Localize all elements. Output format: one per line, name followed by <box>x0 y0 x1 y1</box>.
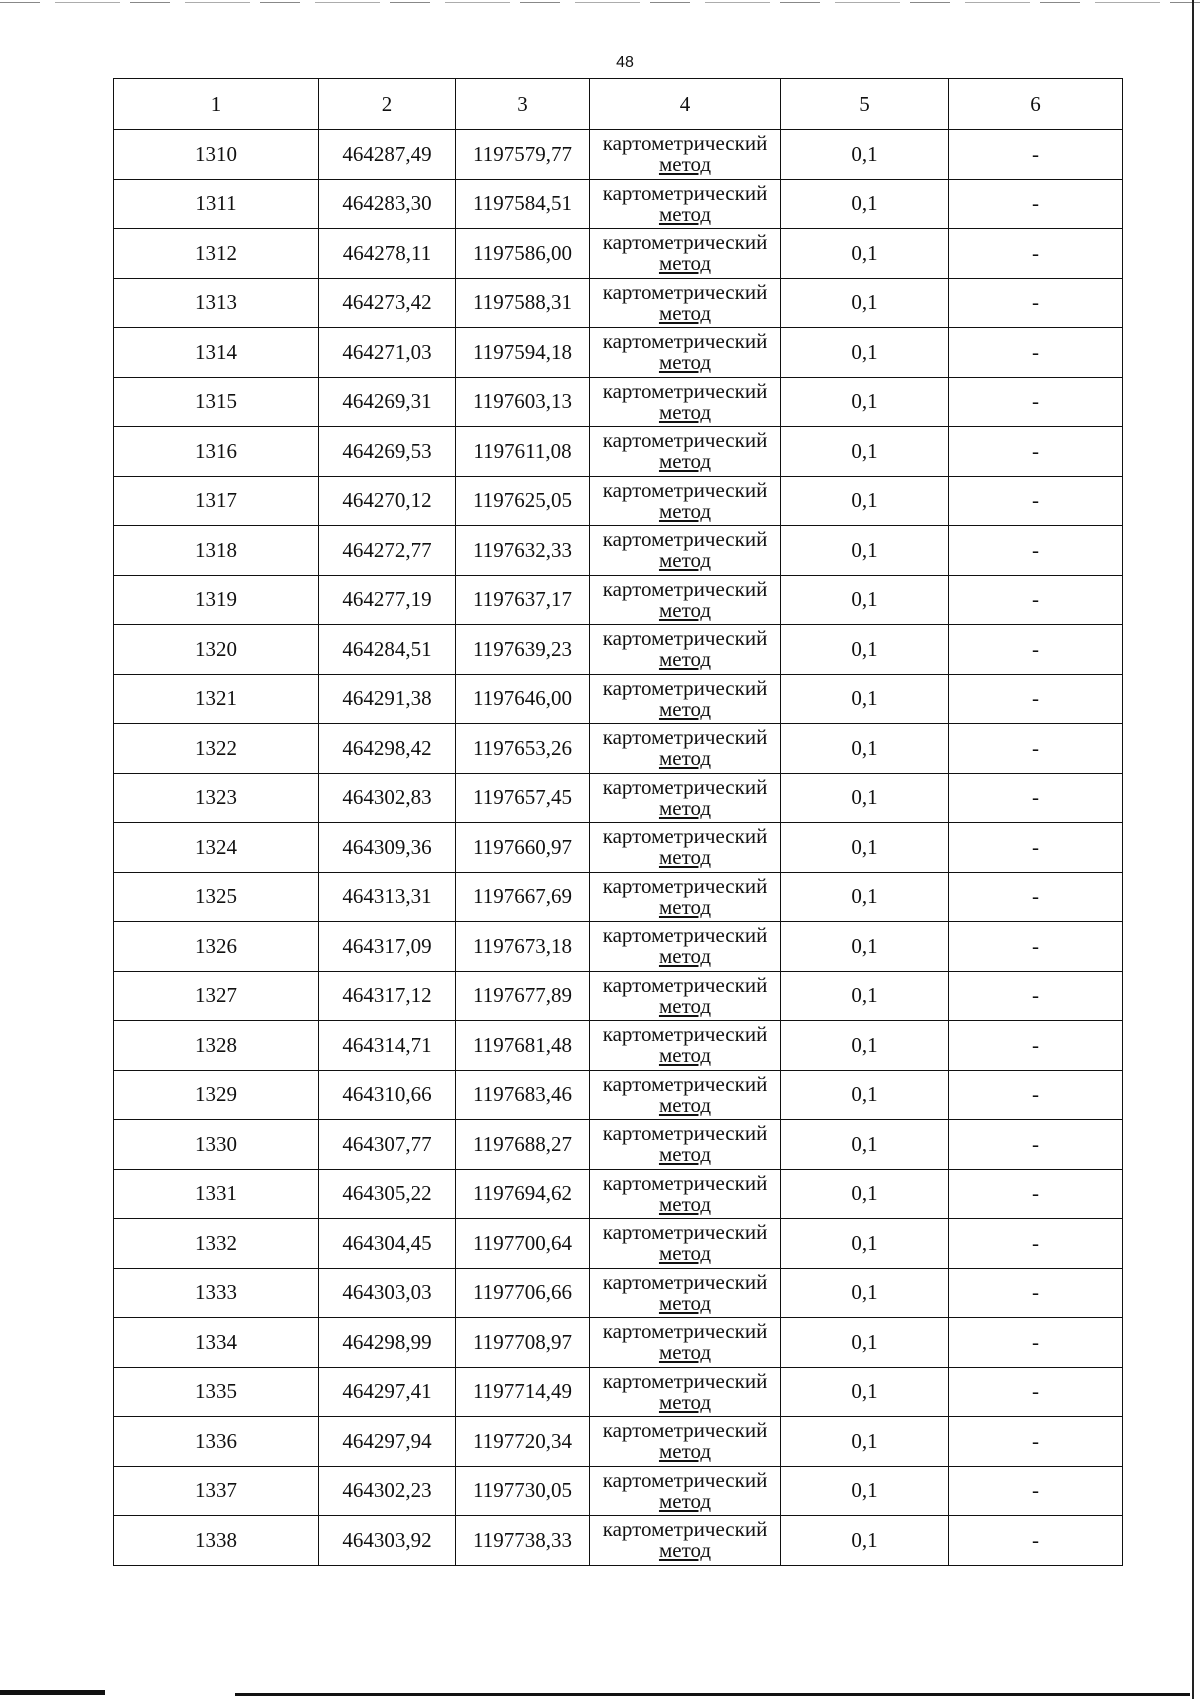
method-cell <box>590 130 781 180</box>
x-coordinate-cell: 464297,94 <box>319 1417 456 1467</box>
method-line-2: метод <box>658 1043 712 1068</box>
point-number-cell: 1313 <box>114 278 319 328</box>
method-cell <box>590 427 781 477</box>
method-cell <box>590 575 781 625</box>
x-coordinate-cell: 464269,31 <box>319 377 456 427</box>
point-number-cell: 1326 <box>114 922 319 972</box>
note-cell: - <box>949 1367 1123 1417</box>
table-header <box>114 79 1123 130</box>
x-coordinate-cell: 464304,45 <box>319 1219 456 1269</box>
point-number-cell: 1322 <box>114 724 319 774</box>
y-coordinate-cell: 1197720,34 <box>456 1417 590 1467</box>
point-number-cell: 1334 <box>114 1318 319 1368</box>
x-coordinate-cell: 464283,30 <box>319 179 456 229</box>
accuracy-cell: 0,1 <box>781 625 949 675</box>
scan-artifact-bottom-left <box>0 1690 105 1695</box>
method-line-1: картометрический <box>602 626 768 651</box>
note-cell: - <box>949 1268 1123 1318</box>
method-line-1: картометрический <box>602 428 768 453</box>
y-coordinate-cell: 1197730,05 <box>456 1466 590 1516</box>
method-line-2: метод <box>658 350 712 375</box>
point-number-cell: 1332 <box>114 1219 319 1269</box>
point-number-cell: 1324 <box>114 823 319 873</box>
y-coordinate-cell: 1197714,49 <box>456 1367 590 1417</box>
x-coordinate-cell: 464313,31 <box>319 872 456 922</box>
point-number-cell: 1315 <box>114 377 319 427</box>
note-cell: - <box>949 575 1123 625</box>
accuracy-cell: 0,1 <box>781 328 949 378</box>
method-line-2: метод <box>658 1290 712 1315</box>
y-coordinate-cell: 1197579,77 <box>456 130 590 180</box>
table-row <box>114 427 1123 477</box>
y-coordinate-cell: 1197683,46 <box>456 1070 590 1120</box>
method-line-1: картометрический <box>602 1071 768 1096</box>
x-coordinate-cell: 464271,03 <box>319 328 456 378</box>
method-line-2: метод <box>658 795 712 820</box>
coordinates-table <box>113 78 1123 1566</box>
method-line-2: метод <box>658 300 712 325</box>
method-cell <box>590 971 781 1021</box>
y-coordinate-cell: 1197694,62 <box>456 1169 590 1219</box>
x-coordinate-cell: 464284,51 <box>319 625 456 675</box>
x-coordinate-cell: 464277,19 <box>319 575 456 625</box>
accuracy-cell: 0,1 <box>781 1466 949 1516</box>
note-cell: - <box>949 724 1123 774</box>
method-cell <box>590 1219 781 1269</box>
y-coordinate-cell: 1197594,18 <box>456 328 590 378</box>
note-cell: - <box>949 377 1123 427</box>
y-coordinate-cell: 1197639,23 <box>456 625 590 675</box>
method-line-2: метод <box>658 548 712 573</box>
column-header-1: 1 <box>114 79 319 130</box>
point-number-cell: 1321 <box>114 674 319 724</box>
accuracy-cell: 0,1 <box>781 872 949 922</box>
method-line-1: картометрический <box>602 180 768 205</box>
y-coordinate-cell: 1197632,33 <box>456 526 590 576</box>
note-cell: - <box>949 1318 1123 1368</box>
method-cell <box>590 674 781 724</box>
accuracy-cell: 0,1 <box>781 130 949 180</box>
table-row <box>114 575 1123 625</box>
method-line-2: метод <box>658 1389 712 1414</box>
point-number-cell: 1333 <box>114 1268 319 1318</box>
method-line-2: метод <box>658 746 712 771</box>
table-row <box>114 229 1123 279</box>
point-number-cell: 1310 <box>114 130 319 180</box>
y-coordinate-cell: 1197653,26 <box>456 724 590 774</box>
method-line-1: картометрический <box>602 873 768 898</box>
x-coordinate-cell: 464317,09 <box>319 922 456 972</box>
x-coordinate-cell: 464287,49 <box>319 130 456 180</box>
method-line-2: метод <box>658 1340 712 1365</box>
accuracy-cell: 0,1 <box>781 674 949 724</box>
table-row <box>114 1367 1123 1417</box>
point-number-cell: 1314 <box>114 328 319 378</box>
y-coordinate-cell: 1197657,45 <box>456 773 590 823</box>
method-line-1: картометрический <box>602 923 768 948</box>
y-coordinate-cell: 1197708,97 <box>456 1318 590 1368</box>
point-number-cell: 1330 <box>114 1120 319 1170</box>
table-row <box>114 1021 1123 1071</box>
note-cell: - <box>949 1120 1123 1170</box>
x-coordinate-cell: 464291,38 <box>319 674 456 724</box>
table-row <box>114 179 1123 229</box>
point-number-cell: 1336 <box>114 1417 319 1467</box>
method-cell <box>590 179 781 229</box>
accuracy-cell: 0,1 <box>781 1318 949 1368</box>
method-cell <box>590 476 781 526</box>
y-coordinate-cell: 1197667,69 <box>456 872 590 922</box>
x-coordinate-cell: 464272,77 <box>319 526 456 576</box>
table-row <box>114 278 1123 328</box>
accuracy-cell: 0,1 <box>781 427 949 477</box>
accuracy-cell: 0,1 <box>781 1169 949 1219</box>
accuracy-cell: 0,1 <box>781 1417 949 1467</box>
method-cell <box>590 1268 781 1318</box>
method-line-1: картометрический <box>602 1022 768 1047</box>
method-line-1: картометрический <box>602 1368 768 1393</box>
y-coordinate-cell: 1197688,27 <box>456 1120 590 1170</box>
note-cell: - <box>949 823 1123 873</box>
table-row <box>114 1417 1123 1467</box>
accuracy-cell: 0,1 <box>781 1070 949 1120</box>
method-cell <box>590 773 781 823</box>
method-line-1: картометрический <box>602 972 768 997</box>
table-row <box>114 130 1123 180</box>
accuracy-cell: 0,1 <box>781 526 949 576</box>
x-coordinate-cell: 464302,83 <box>319 773 456 823</box>
method-line-1: картометрический <box>602 576 768 601</box>
y-coordinate-cell: 1197586,00 <box>456 229 590 279</box>
accuracy-cell: 0,1 <box>781 922 949 972</box>
note-cell: - <box>949 625 1123 675</box>
y-coordinate-cell: 1197673,18 <box>456 922 590 972</box>
note-cell: - <box>949 427 1123 477</box>
y-coordinate-cell: 1197700,64 <box>456 1219 590 1269</box>
table-row <box>114 476 1123 526</box>
method-line-2: метод <box>658 449 712 474</box>
y-coordinate-cell: 1197584,51 <box>456 179 590 229</box>
note-cell: - <box>949 229 1123 279</box>
point-number-cell: 1312 <box>114 229 319 279</box>
x-coordinate-cell: 464307,77 <box>319 1120 456 1170</box>
note-cell: - <box>949 1219 1123 1269</box>
column-header-5: 5 <box>781 79 949 130</box>
method-cell <box>590 1169 781 1219</box>
table-row <box>114 1268 1123 1318</box>
method-cell <box>590 328 781 378</box>
method-cell <box>590 278 781 328</box>
x-coordinate-cell: 464309,36 <box>319 823 456 873</box>
y-coordinate-cell: 1197681,48 <box>456 1021 590 1071</box>
method-line-2: метод <box>658 201 712 226</box>
y-coordinate-cell: 1197625,05 <box>456 476 590 526</box>
point-number-cell: 1335 <box>114 1367 319 1417</box>
method-line-2: метод <box>658 944 712 969</box>
table-row <box>114 526 1123 576</box>
method-line-1: картометрический <box>602 1121 768 1146</box>
table-row <box>114 773 1123 823</box>
accuracy-cell: 0,1 <box>781 476 949 526</box>
method-line-2: метод <box>658 993 712 1018</box>
accuracy-cell: 0,1 <box>781 575 949 625</box>
scan-artifact-right-edge <box>1192 0 1194 1699</box>
x-coordinate-cell: 464303,92 <box>319 1516 456 1566</box>
column-header-4: 4 <box>590 79 781 130</box>
y-coordinate-cell: 1197660,97 <box>456 823 590 873</box>
scan-artifact-bottom-right <box>235 1693 1190 1696</box>
method-line-2: метод <box>658 1241 712 1266</box>
note-cell: - <box>949 1070 1123 1120</box>
method-line-2: метод <box>658 399 712 424</box>
note-cell: - <box>949 476 1123 526</box>
note-cell: - <box>949 1417 1123 1467</box>
method-cell <box>590 229 781 279</box>
x-coordinate-cell: 464273,42 <box>319 278 456 328</box>
note-cell: - <box>949 872 1123 922</box>
note-cell: - <box>949 179 1123 229</box>
column-header-6: 6 <box>949 79 1123 130</box>
note-cell: - <box>949 674 1123 724</box>
x-coordinate-cell: 464269,53 <box>319 427 456 477</box>
accuracy-cell: 0,1 <box>781 377 949 427</box>
x-coordinate-cell: 464298,42 <box>319 724 456 774</box>
accuracy-cell: 0,1 <box>781 1120 949 1170</box>
accuracy-cell: 0,1 <box>781 229 949 279</box>
method-line-2: метод <box>658 1092 712 1117</box>
table-row <box>114 872 1123 922</box>
x-coordinate-cell: 464310,66 <box>319 1070 456 1120</box>
point-number-cell: 1331 <box>114 1169 319 1219</box>
point-number-cell: 1327 <box>114 971 319 1021</box>
method-line-1: картометрический <box>602 527 768 552</box>
y-coordinate-cell: 1197738,33 <box>456 1516 590 1566</box>
accuracy-cell: 0,1 <box>781 278 949 328</box>
method-line-1: картометрический <box>602 1418 768 1443</box>
method-cell <box>590 1120 781 1170</box>
method-line-2: метод <box>658 1488 712 1513</box>
method-line-1: картометрический <box>602 1170 768 1195</box>
accuracy-cell: 0,1 <box>781 1219 949 1269</box>
x-coordinate-cell: 464314,71 <box>319 1021 456 1071</box>
method-line-1: картометрический <box>602 131 768 156</box>
note-cell: - <box>949 922 1123 972</box>
method-line-1: картометрический <box>602 774 768 799</box>
accuracy-cell: 0,1 <box>781 724 949 774</box>
note-cell: - <box>949 130 1123 180</box>
note-cell: - <box>949 278 1123 328</box>
note-cell: - <box>949 971 1123 1021</box>
x-coordinate-cell: 464305,22 <box>319 1169 456 1219</box>
method-cell <box>590 724 781 774</box>
point-number-cell: 1329 <box>114 1070 319 1120</box>
note-cell: - <box>949 1021 1123 1071</box>
table-row <box>114 377 1123 427</box>
method-line-2: метод <box>658 597 712 622</box>
note-cell: - <box>949 526 1123 576</box>
x-coordinate-cell: 464303,03 <box>319 1268 456 1318</box>
note-cell: - <box>949 1516 1123 1566</box>
method-line-2: метод <box>658 894 712 919</box>
method-cell <box>590 1466 781 1516</box>
point-number-cell: 1325 <box>114 872 319 922</box>
method-line-2: метод <box>658 152 712 177</box>
method-line-1: картометрический <box>602 1467 768 1492</box>
table-row <box>114 328 1123 378</box>
point-number-cell: 1319 <box>114 575 319 625</box>
table-row <box>114 971 1123 1021</box>
y-coordinate-cell: 1197611,08 <box>456 427 590 477</box>
point-number-cell: 1316 <box>114 427 319 477</box>
method-line-1: картометрический <box>602 1517 768 1542</box>
method-line-1: картометрический <box>602 378 768 403</box>
method-line-1: картометрический <box>602 477 768 502</box>
point-number-cell: 1318 <box>114 526 319 576</box>
x-coordinate-cell: 464278,11 <box>319 229 456 279</box>
method-line-2: метод <box>658 251 712 276</box>
method-cell <box>590 377 781 427</box>
table-row <box>114 674 1123 724</box>
point-number-cell: 1317 <box>114 476 319 526</box>
accuracy-cell: 0,1 <box>781 1367 949 1417</box>
accuracy-cell: 0,1 <box>781 823 949 873</box>
method-line-2: метод <box>658 498 712 523</box>
point-number-cell: 1328 <box>114 1021 319 1071</box>
point-number-cell: 1337 <box>114 1466 319 1516</box>
x-coordinate-cell: 464298,99 <box>319 1318 456 1368</box>
table-row <box>114 1318 1123 1368</box>
method-line-1: картометрический <box>602 675 768 700</box>
method-line-2: метод <box>658 1191 712 1216</box>
note-cell: - <box>949 1466 1123 1516</box>
method-cell <box>590 922 781 972</box>
method-line-2: метод <box>658 1538 712 1563</box>
header-row <box>114 79 1123 130</box>
point-number-cell: 1338 <box>114 1516 319 1566</box>
y-coordinate-cell: 1197603,13 <box>456 377 590 427</box>
table-row <box>114 1219 1123 1269</box>
x-coordinate-cell: 464317,12 <box>319 971 456 1021</box>
method-cell <box>590 1367 781 1417</box>
point-number-cell: 1311 <box>114 179 319 229</box>
method-line-1: картометрический <box>602 725 768 750</box>
y-coordinate-cell: 1197646,00 <box>456 674 590 724</box>
accuracy-cell: 0,1 <box>781 1021 949 1071</box>
method-line-2: метод <box>658 1142 712 1167</box>
method-line-2: метод <box>658 1439 712 1464</box>
method-cell <box>590 1021 781 1071</box>
method-cell <box>590 1318 781 1368</box>
method-line-1: картометрический <box>602 824 768 849</box>
table-row <box>114 823 1123 873</box>
method-line-1: картометрический <box>602 1220 768 1245</box>
method-line-1: картометрический <box>602 279 768 304</box>
x-coordinate-cell: 464297,41 <box>319 1367 456 1417</box>
method-line-1: картометрический <box>602 329 768 354</box>
method-line-1: картометрический <box>602 1319 768 1344</box>
table-row <box>114 1120 1123 1170</box>
y-coordinate-cell: 1197637,17 <box>456 575 590 625</box>
note-cell: - <box>949 773 1123 823</box>
y-coordinate-cell: 1197706,66 <box>456 1268 590 1318</box>
x-coordinate-cell: 464270,12 <box>319 476 456 526</box>
method-cell <box>590 1516 781 1566</box>
table-row <box>114 1169 1123 1219</box>
accuracy-cell: 0,1 <box>781 1268 949 1318</box>
table-row <box>114 1516 1123 1566</box>
method-line-1: картометрический <box>602 230 768 255</box>
method-cell <box>590 872 781 922</box>
accuracy-cell: 0,1 <box>781 179 949 229</box>
column-header-2: 2 <box>319 79 456 130</box>
accuracy-cell: 0,1 <box>781 1516 949 1566</box>
scan-artifact-top <box>0 2 1200 3</box>
method-cell <box>590 1417 781 1467</box>
method-cell <box>590 625 781 675</box>
accuracy-cell: 0,1 <box>781 971 949 1021</box>
table-row <box>114 1070 1123 1120</box>
method-cell <box>590 1070 781 1120</box>
y-coordinate-cell: 1197677,89 <box>456 971 590 1021</box>
method-line-2: метод <box>658 647 712 672</box>
column-header-3: 3 <box>456 79 590 130</box>
point-number-cell: 1320 <box>114 625 319 675</box>
table-row <box>114 724 1123 774</box>
note-cell: - <box>949 1169 1123 1219</box>
x-coordinate-cell: 464302,23 <box>319 1466 456 1516</box>
table-row <box>114 1466 1123 1516</box>
method-line-2: метод <box>658 696 712 721</box>
y-coordinate-cell: 1197588,31 <box>456 278 590 328</box>
point-number-cell: 1323 <box>114 773 319 823</box>
accuracy-cell: 0,1 <box>781 773 949 823</box>
table-body <box>114 130 1123 1566</box>
page-number: 48 <box>616 54 634 71</box>
note-cell: - <box>949 328 1123 378</box>
table-row <box>114 922 1123 972</box>
method-cell <box>590 526 781 576</box>
method-cell <box>590 823 781 873</box>
method-line-2: метод <box>658 845 712 870</box>
table-row <box>114 625 1123 675</box>
method-line-1: картометрический <box>602 1269 768 1294</box>
